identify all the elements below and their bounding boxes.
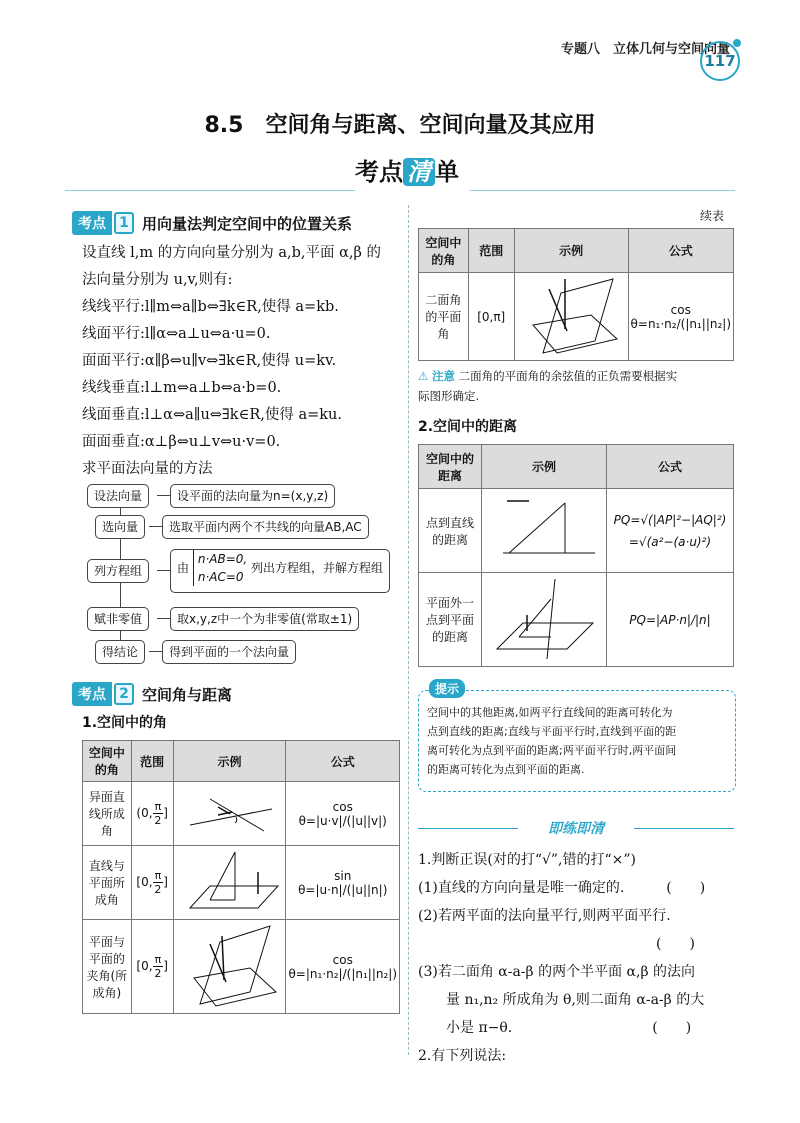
cont-angle-formula: cos θ=n₁·n₂/(|n₁||n₂|) [628,273,733,361]
kp1-line: 面面垂直:α⊥β⇔u⊥v⇔u·v=0. [82,434,281,450]
angle-range [131,846,173,920]
hint-line: 空间中的其他距离,如两平行直线间的距离可转化为 [427,706,673,719]
kp1-line: 线面垂直:l⊥α⇔a∥u⇔∃k∈R,使得 a=ku. [82,407,342,423]
angle-table-header: 空间中的角 [83,741,132,782]
cont-table-header: 范围 [468,229,514,273]
page-number [700,41,740,81]
angle-table-header: 范围 [131,741,173,782]
kp1-line: 法向量分别为 u,v,则有: [82,272,233,288]
kp1-line: 求平面法向量的方法 [82,461,213,477]
flow-eq-system [193,550,247,586]
range-left: [0, [136,875,153,889]
kp2-title: 空间角与距离 [142,685,233,704]
cont-table-header: 示例 [514,229,628,273]
dist-formula: PQ=|AP·n|/|n| [629,612,711,627]
range-den: 2 [154,967,162,980]
kp1-line: 设直线 l,m 的方向向量分别为 a,b,平面 α,β 的 [82,245,381,261]
question-line: ( ) [418,936,695,952]
flow-step: 列方程组 [87,559,149,583]
dist-table-header: 公式 [607,445,734,489]
flow-desc: 选取平面内两个不共线的向量AB,AC [162,515,369,539]
distance-subtitle: 2.空间中的距离 [418,419,518,435]
question-line: 小是 π−θ. ( ) [418,1020,692,1036]
note-text: 二面角的平面角的余弦值的正负需要根据实 [458,369,678,383]
angle-name: 直线与平面所成角 [83,846,132,920]
angle-table [82,740,400,1014]
angle-formula: cos θ=|u·v|/(|u||v|) [286,782,400,846]
question-line: 1.判断正误(对的打“√”,错的打“×”) [418,852,637,868]
hint-line: 离可转化为点到平面的距离;两平面平行时,两平面间 [427,744,677,757]
banner-rule-left [65,190,355,191]
dist-formula: =√(a²−(a·u)²) [628,534,712,549]
angle-name: 异面直线所成角 [83,782,132,846]
kp2-number: 2 [114,683,134,705]
page-number-text: 117 [704,52,736,70]
hint-label: 提示 [429,679,465,698]
range-fraction [153,800,164,827]
kp1-heading [72,211,352,235]
flow-desc: 取x,y,z中一个为非零值(常取±1) [170,607,359,631]
hint-line: 的距离可转化为点到平面的距离. [427,763,585,776]
section-title: 8.5 空间角与距离、空间向量及其应用 [204,113,596,138]
range-fraction [153,869,164,896]
kp2-heading [72,682,232,706]
dist-name: 点到直线的距离 [419,489,482,573]
range-right: ] [163,806,168,820]
point-line-figure [489,491,599,567]
kp1-line: 线面平行:l∥α⇔a⊥u⇔a·u=0. [82,326,271,342]
warning-icon: ⚠ [418,369,429,383]
flow-eq2: n·AC=0 [197,570,244,584]
flow-step: 选向量 [95,515,145,539]
angle-example [173,782,286,846]
point-plane-figure [489,575,599,661]
kp1-tag: 考点 [72,211,112,235]
practice-title: 即练即清 [548,821,604,837]
section-banner [355,152,459,187]
range-num: π [154,869,162,882]
banner-part3: 单 [435,158,459,186]
dist-table-header: 空间中的距离 [419,445,482,489]
kp1-title: 用向量法判定空间中的位置关系 [142,214,353,233]
angle-table-header: 公式 [286,741,400,782]
angle-range [131,782,173,846]
kp1-number: 1 [114,212,134,234]
range-left: [0, [136,959,153,973]
kp1-body [82,240,381,483]
kp1-line: 线线垂直:l⊥m⇔a⊥b⇔a·b=0. [82,380,282,396]
skew-lines-figure [180,785,280,839]
angles-subtitle: 1.空间中的角 [82,715,168,731]
kp2-tag: 考点 [72,682,112,706]
flow-step: 设法向量 [87,484,149,508]
column-divider [408,205,409,1055]
flow-step: 得结论 [95,640,145,664]
dist-formula: PQ=√(|AP|²−|AQ|²) [613,512,727,527]
plane-plane-figure [180,922,280,1008]
cont-table-header: 空间中的角 [419,229,469,273]
hint-line: 点到直线的距离;直线与平面平行时,直线到平面的距 [427,725,677,738]
banner-part2: 清 [403,158,435,186]
flow-connector [157,495,171,496]
dist-table-header: 示例 [482,445,607,489]
angle-range [131,920,173,1014]
flow-connector [149,651,163,652]
range-right: ] [163,959,168,973]
range-den: 2 [154,883,162,896]
line-plane-figure [180,848,280,914]
flow-connector [149,526,163,527]
dihedral-figure [521,275,621,355]
range-right: ] [163,875,168,889]
flow-equations-box [170,549,390,593]
dist-name: 平面外一点到平面的距离 [419,573,482,667]
range-fraction [153,953,164,980]
banner-part1: 考点 [355,158,403,186]
dist-formula-cell [607,573,734,667]
angle-table-header: 示例 [173,741,286,782]
flow-eq1: n·AB=0, [197,552,248,566]
angle-name: 平面与平面的夹角(所成角) [83,920,132,1014]
kp1-line: 面面平行:α∥β⇔u∥v⇔∃k∈R,使得 u=kv. [82,353,337,369]
cont-angle-example [514,273,628,361]
question-line: (3)若二面角 α-a-β 的两个半平面 α,β 的法向 [418,964,695,980]
question-line: 2.有下列说法: [418,1048,507,1064]
continued-label: 续表 [700,209,725,223]
flow-step: 赋非零值 [87,607,149,631]
question-line: 量 n₁,n₂ 所成角为 θ,则二面角 α-a-β 的大 [418,992,705,1008]
note-block [418,366,734,406]
practice-questions [418,846,705,1070]
hint-box [418,682,736,792]
dist-example [482,489,607,573]
question-line: (1)直线的方向向量是唯一确定的. ( ) [418,880,706,896]
kp1-line: 线线平行:l∥m⇔a∥b⇔∃k∈R,使得 a=kb. [82,299,339,315]
cont-angle-name: 二面角的平面角 [419,273,469,361]
cont-angle-range: [0,π] [468,273,514,361]
flow-connector [157,618,171,619]
range-left: (0, [136,806,153,820]
flow-eq-desc: 列出方程组，并解方程组 [251,561,384,575]
question-line: (2)若两平面的法向量平行,则两平面平行. [418,908,671,924]
range-num: π [154,800,162,813]
angle-formula: sin θ=|u·n|/(|u||n|) [286,846,400,920]
distance-table [418,444,734,667]
note-text: 际图形确定. [418,389,480,403]
note-label: 注意 [431,369,455,383]
continued-table [418,228,734,361]
page-number-dot [733,39,741,47]
cont-table-header: 公式 [628,229,733,273]
angle-example [173,846,286,920]
hint-body [427,703,729,779]
angle-example [173,920,286,1014]
running-header: 专题八 立体几何与空间向量 [560,42,730,57]
banner-rule-right [470,190,735,191]
angle-formula: cos θ=|n₁·n₂|/(|n₁||n₂|) [286,920,400,1014]
dist-example [482,573,607,667]
flow-desc: 得到平面的一个法向量 [162,640,296,664]
dist-formula-cell [607,489,734,573]
range-den: 2 [154,814,162,827]
flow-connector [157,570,171,571]
flow-eq-prefix: 由 [177,561,190,575]
range-num: π [154,953,162,966]
flow-desc: 设平面的法向量为n=(x,y,z) [170,484,335,508]
